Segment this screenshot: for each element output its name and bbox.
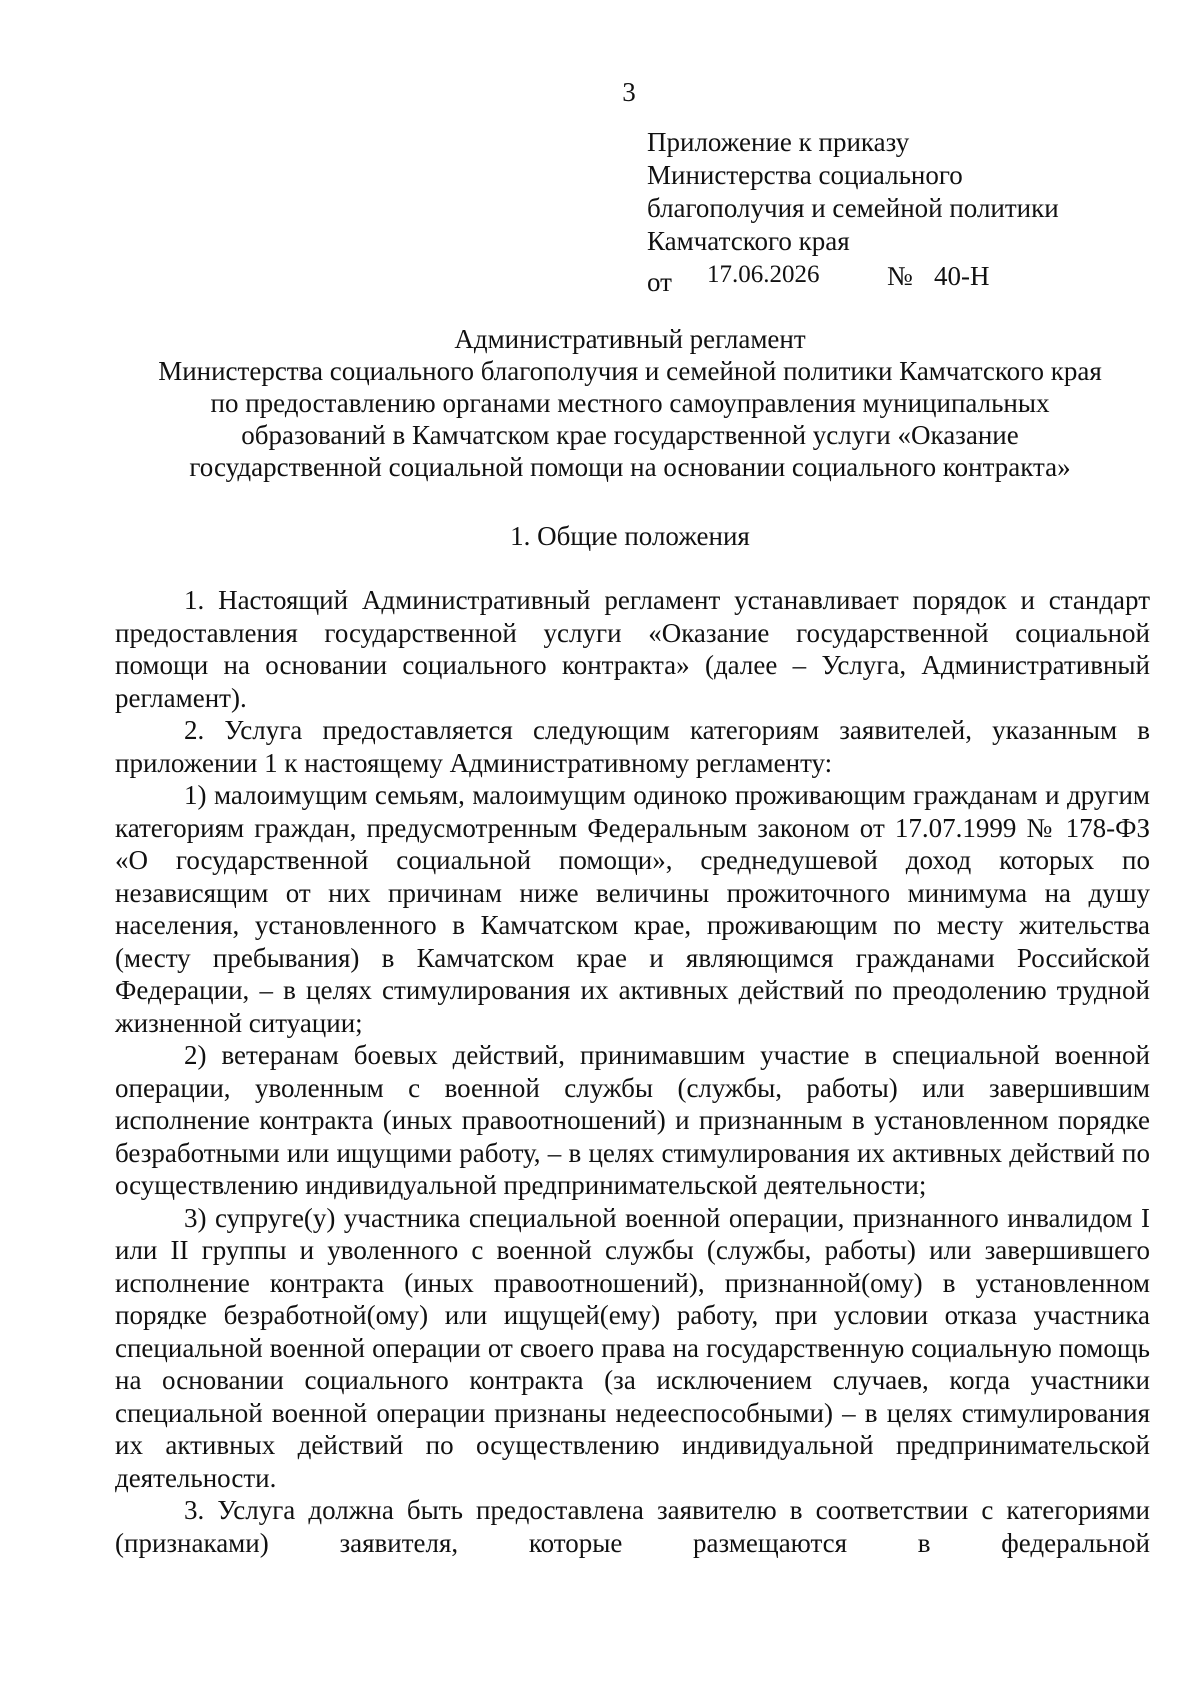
number-sign: № [887,261,913,291]
paragraph: 3) супруге(у) участника специальной военной операции, признанного инвалидом I или II группы и уволенного с военной службы (службы, работы) или завершившего исполнение контракта (иных правоотношений), признанной(ому) в установленном порядке безработной(ому) или ищущей(ему) работу, при условии отказа участника специальной военной операции от своего права на государственную социальную помощь на основании социального контракта (за исключением случаев, когда участники специальной военной операции признаны недееспособными) – в целях стимулирования их активных действий по осуществлению индивидуальной предпринимательской деятельности. [115,1202,1150,1493]
appendix-line: Камчатского края [647,226,850,256]
section-heading: 1. Общие положения [510,521,750,551]
title-line: образований в Камчатском крае государственной услуги «Оказание [241,420,1019,450]
title-line: по предоставлению органами местного самоуправления муниципальных [210,388,1050,418]
from-label: от [647,267,672,297]
order-date-number-line [647,258,1107,298]
appendix-line: Приложение к приказу [647,127,910,157]
order-date: 17.06.2026 [707,261,820,288]
document-title [100,323,1160,483]
paragraph: 2. Услуга предоставляется следующим категориям заявителей, указанным в приложении 1 к настоящему Административному регламенту: [115,715,1150,778]
body-text [115,584,1150,1559]
title-line: Административный регламент [454,324,806,354]
title-line: государственной социальной помощи на основании социального контракта» [189,452,1071,482]
page-number: 3 [622,77,636,107]
appendix-block [647,126,1107,298]
paragraph: 1. Настоящий Административный регламент устанавливает порядок и стандарт предоставления государственной услуги «Оказание государственной социальной помощи на основании социального контракта» (далее – Услуга, Административный регламент). [115,585,1150,713]
order-number: 40-Н [934,261,990,291]
paragraph: 2) ветеранам боевых действий, принимавшим участие в специальной военной операции, уволенным с военной службы (службы, работы) или завершившим исполнение контракта (иных правоотношений) и признанным в установленном порядке безработными или ищущими работу, – в целях стимулирования их активных действий по осуществлению индивидуальной предпринимательской деятельности; [115,1040,1150,1200]
paragraph: 3. Услуга должна быть предоставлена заявителю в соответствии с категориями (признаками) заявителя, которые размещаются в федеральной [115,1495,1150,1558]
appendix-line: Министерства социального [647,160,963,190]
appendix-line: благополучия и семейной политики [647,193,1059,223]
title-line: Министерства социального благополучия и семейной политики Камчатского края [158,356,1102,386]
paragraph: 1) малоимущим семьям, малоимущим одиноко проживающим гражданам и другим категориям граждан, предусмотренным Федеральным законом от 17.07.1999 № 178-ФЗ «О государственной социальной помощи», среднедушевой доход которых по независящим от них причинам ниже величины прожиточного минимума на душу населения, установленного в Камчатском крае, проживающим по месту жительства (месту пребывания) в Камчатском крае и являющимся гражданами Российской Федерации, – в целях стимулирования их активных действий по преодолению трудной жизненной ситуации; [115,780,1150,1038]
